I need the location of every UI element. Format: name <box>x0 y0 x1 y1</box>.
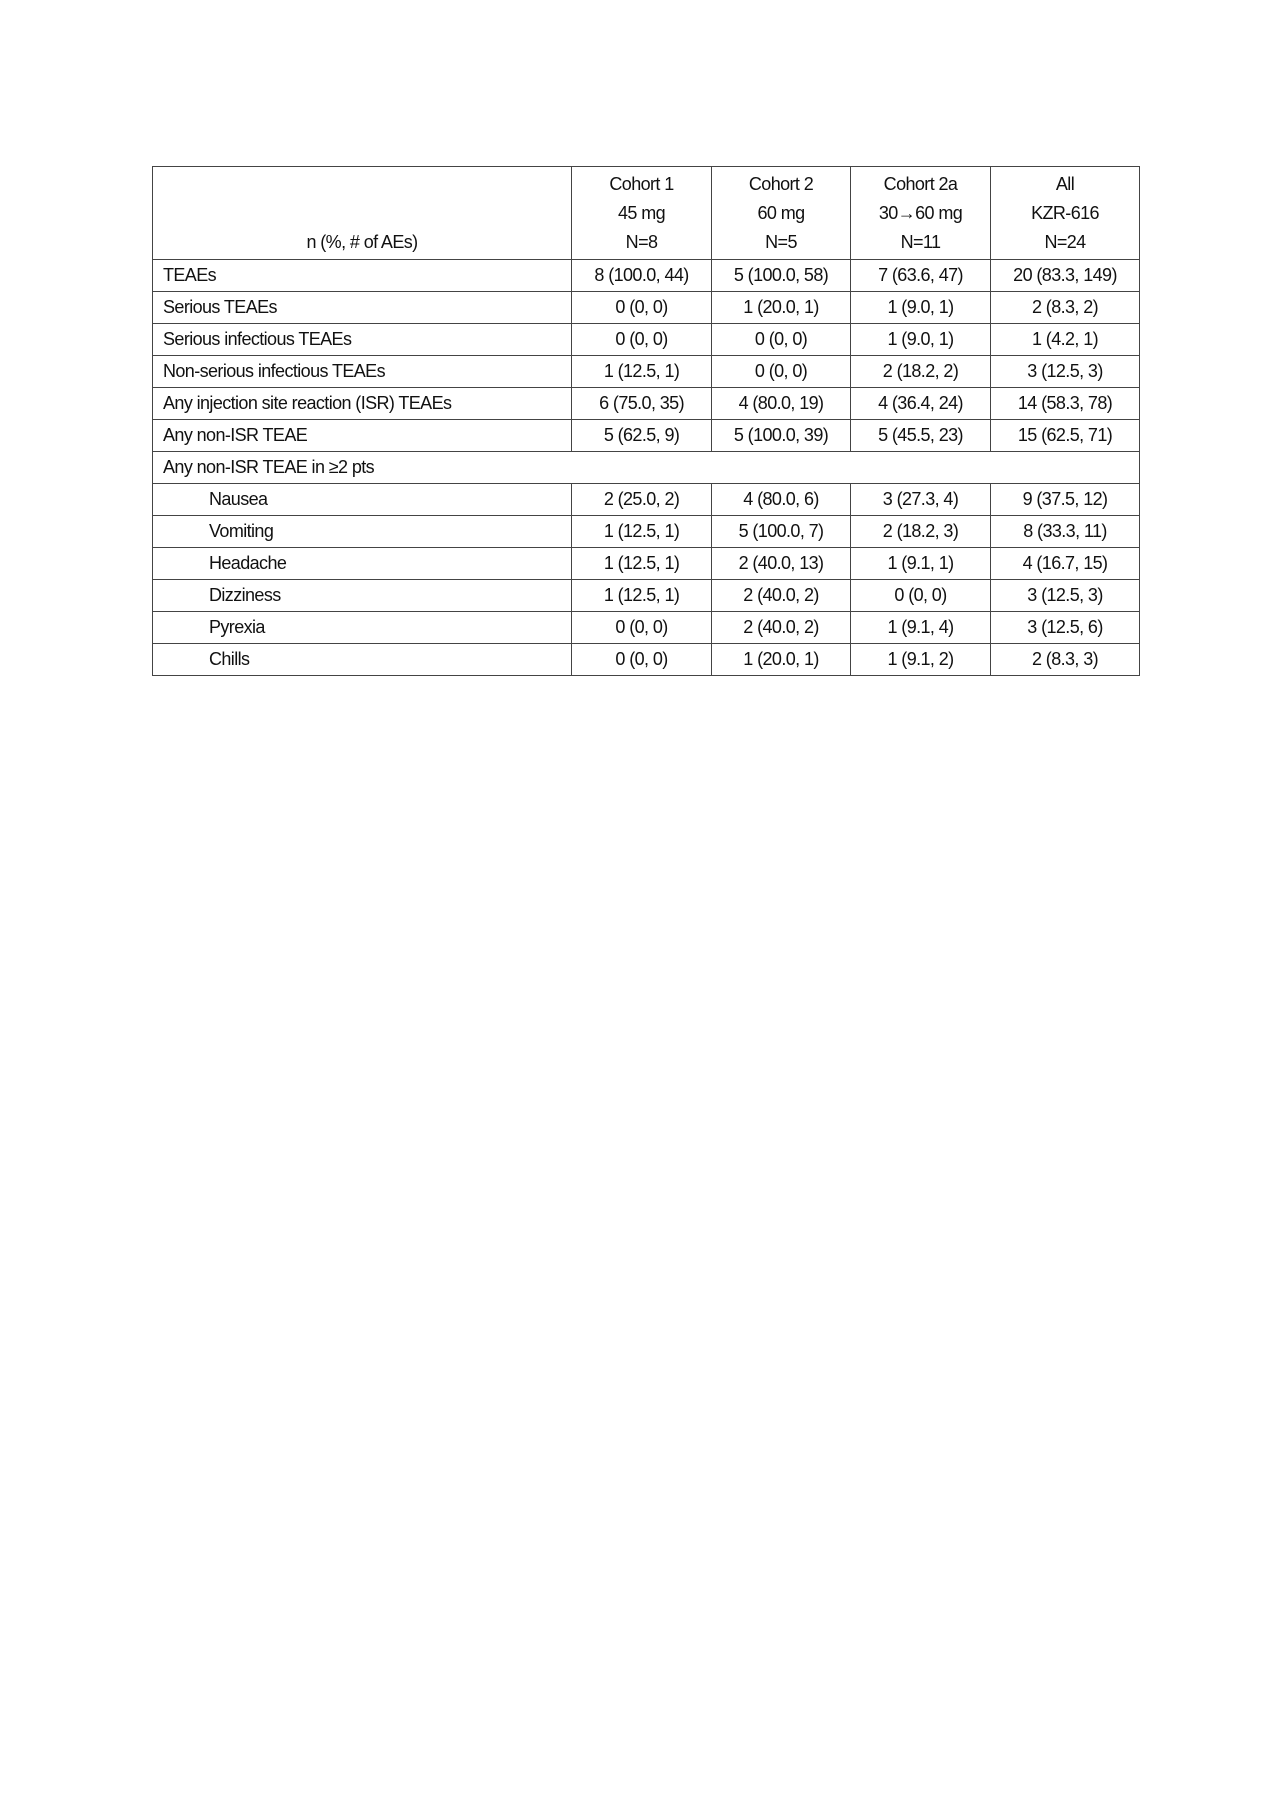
cell-value: 0 (0, 0) <box>572 324 712 356</box>
cell-value: 14 (58.3, 78) <box>991 388 1140 420</box>
cell-value: 2 (25.0, 2) <box>572 484 712 516</box>
cell-value: 0 (0, 0) <box>712 356 851 388</box>
cell-value: 7 (63.6, 47) <box>850 260 990 292</box>
cell-value: 6 (75.0, 35) <box>572 388 712 420</box>
cell-value: 20 (83.3, 149) <box>991 260 1140 292</box>
cell-value: 2 (40.0, 13) <box>712 548 851 580</box>
table-row <box>153 292 1140 324</box>
table-row <box>153 484 1140 516</box>
row-label: Vomiting <box>153 516 572 548</box>
row-label: Any injection site reaction (ISR) TEAEs <box>153 388 572 420</box>
cell-value: 5 (100.0, 7) <box>712 516 851 548</box>
cell-value: 0 (0, 0) <box>572 612 712 644</box>
row-label: TEAEs <box>153 260 572 292</box>
row-label: Serious infectious TEAEs <box>153 324 572 356</box>
cell-value: 3 (12.5, 3) <box>991 580 1140 612</box>
cell-value: 1 (9.0, 1) <box>850 292 990 324</box>
cell-value: 2 (8.3, 2) <box>991 292 1140 324</box>
table-row <box>153 580 1140 612</box>
cell-value: 8 (33.3, 11) <box>991 516 1140 548</box>
cell-value: 8 (100.0, 44) <box>572 260 712 292</box>
cell-value: 2 (8.3, 3) <box>991 644 1140 676</box>
cell-value: 9 (37.5, 12) <box>991 484 1140 516</box>
table-row <box>153 612 1140 644</box>
cell-value: 1 (9.1, 4) <box>850 612 990 644</box>
row-label: Pyrexia <box>153 612 572 644</box>
cell-value: 1 (9.0, 1) <box>850 324 990 356</box>
column-header: Cohort 2a 30→60 mg N=11 <box>850 167 990 260</box>
row-label: Dizziness <box>153 580 572 612</box>
cell-value: 0 (0, 0) <box>712 324 851 356</box>
cell-value: 0 (0, 0) <box>572 292 712 324</box>
cell-value: 5 (100.0, 58) <box>712 260 851 292</box>
cell-value: 3 (12.5, 3) <box>991 356 1140 388</box>
table-row <box>153 260 1140 292</box>
cell-value: 3 (27.3, 4) <box>850 484 990 516</box>
cell-value: 15 (62.5, 71) <box>991 420 1140 452</box>
table-row <box>153 356 1140 388</box>
cell-value: 2 (40.0, 2) <box>712 580 851 612</box>
adverse-events-table <box>152 166 1140 676</box>
table-row <box>153 548 1140 580</box>
table-row <box>153 324 1140 356</box>
cell-value: 1 (20.0, 1) <box>712 292 851 324</box>
section-label: Any non-ISR TEAE in ≥2 pts <box>153 452 1140 484</box>
cell-value: 1 (9.1, 2) <box>850 644 990 676</box>
cell-value: 0 (0, 0) <box>572 644 712 676</box>
cell-value: 2 (18.2, 2) <box>850 356 990 388</box>
table-row <box>153 644 1140 676</box>
column-header: Cohort 2 60 mg N=5 <box>712 167 851 260</box>
cell-value: 3 (12.5, 6) <box>991 612 1140 644</box>
cell-value: 2 (40.0, 2) <box>712 612 851 644</box>
section-row <box>153 452 1140 484</box>
cell-value: 5 (62.5, 9) <box>572 420 712 452</box>
cell-value: 5 (45.5, 23) <box>850 420 990 452</box>
cell-value: 4 (80.0, 6) <box>712 484 851 516</box>
row-label: Chills <box>153 644 572 676</box>
row-label: Non-serious infectious TEAEs <box>153 356 572 388</box>
cell-value: 4 (80.0, 19) <box>712 388 851 420</box>
cell-value: 0 (0, 0) <box>850 580 990 612</box>
header-row <box>153 167 1140 260</box>
cell-value: 1 (12.5, 1) <box>572 356 712 388</box>
cell-value: 1 (12.5, 1) <box>572 548 712 580</box>
row-label: Serious TEAEs <box>153 292 572 324</box>
cell-value: 1 (20.0, 1) <box>712 644 851 676</box>
row-label: Nausea <box>153 484 572 516</box>
cell-value: 1 (12.5, 1) <box>572 580 712 612</box>
row-label: Headache <box>153 548 572 580</box>
table-row <box>153 420 1140 452</box>
row-label: Any non-ISR TEAE <box>153 420 572 452</box>
cell-value: 4 (16.7, 15) <box>991 548 1140 580</box>
row-label-header: n (%, # of AEs) <box>153 167 572 260</box>
column-header: Cohort 1 45 mg N=8 <box>572 167 712 260</box>
cell-value: 4 (36.4, 24) <box>850 388 990 420</box>
table-row <box>153 388 1140 420</box>
cell-value: 1 (12.5, 1) <box>572 516 712 548</box>
table-row <box>153 516 1140 548</box>
cell-value: 1 (9.1, 1) <box>850 548 990 580</box>
cell-value: 2 (18.2, 3) <box>850 516 990 548</box>
column-header: All KZR-616 N=24 <box>991 167 1140 260</box>
cell-value: 5 (100.0, 39) <box>712 420 851 452</box>
cell-value: 1 (4.2, 1) <box>991 324 1140 356</box>
